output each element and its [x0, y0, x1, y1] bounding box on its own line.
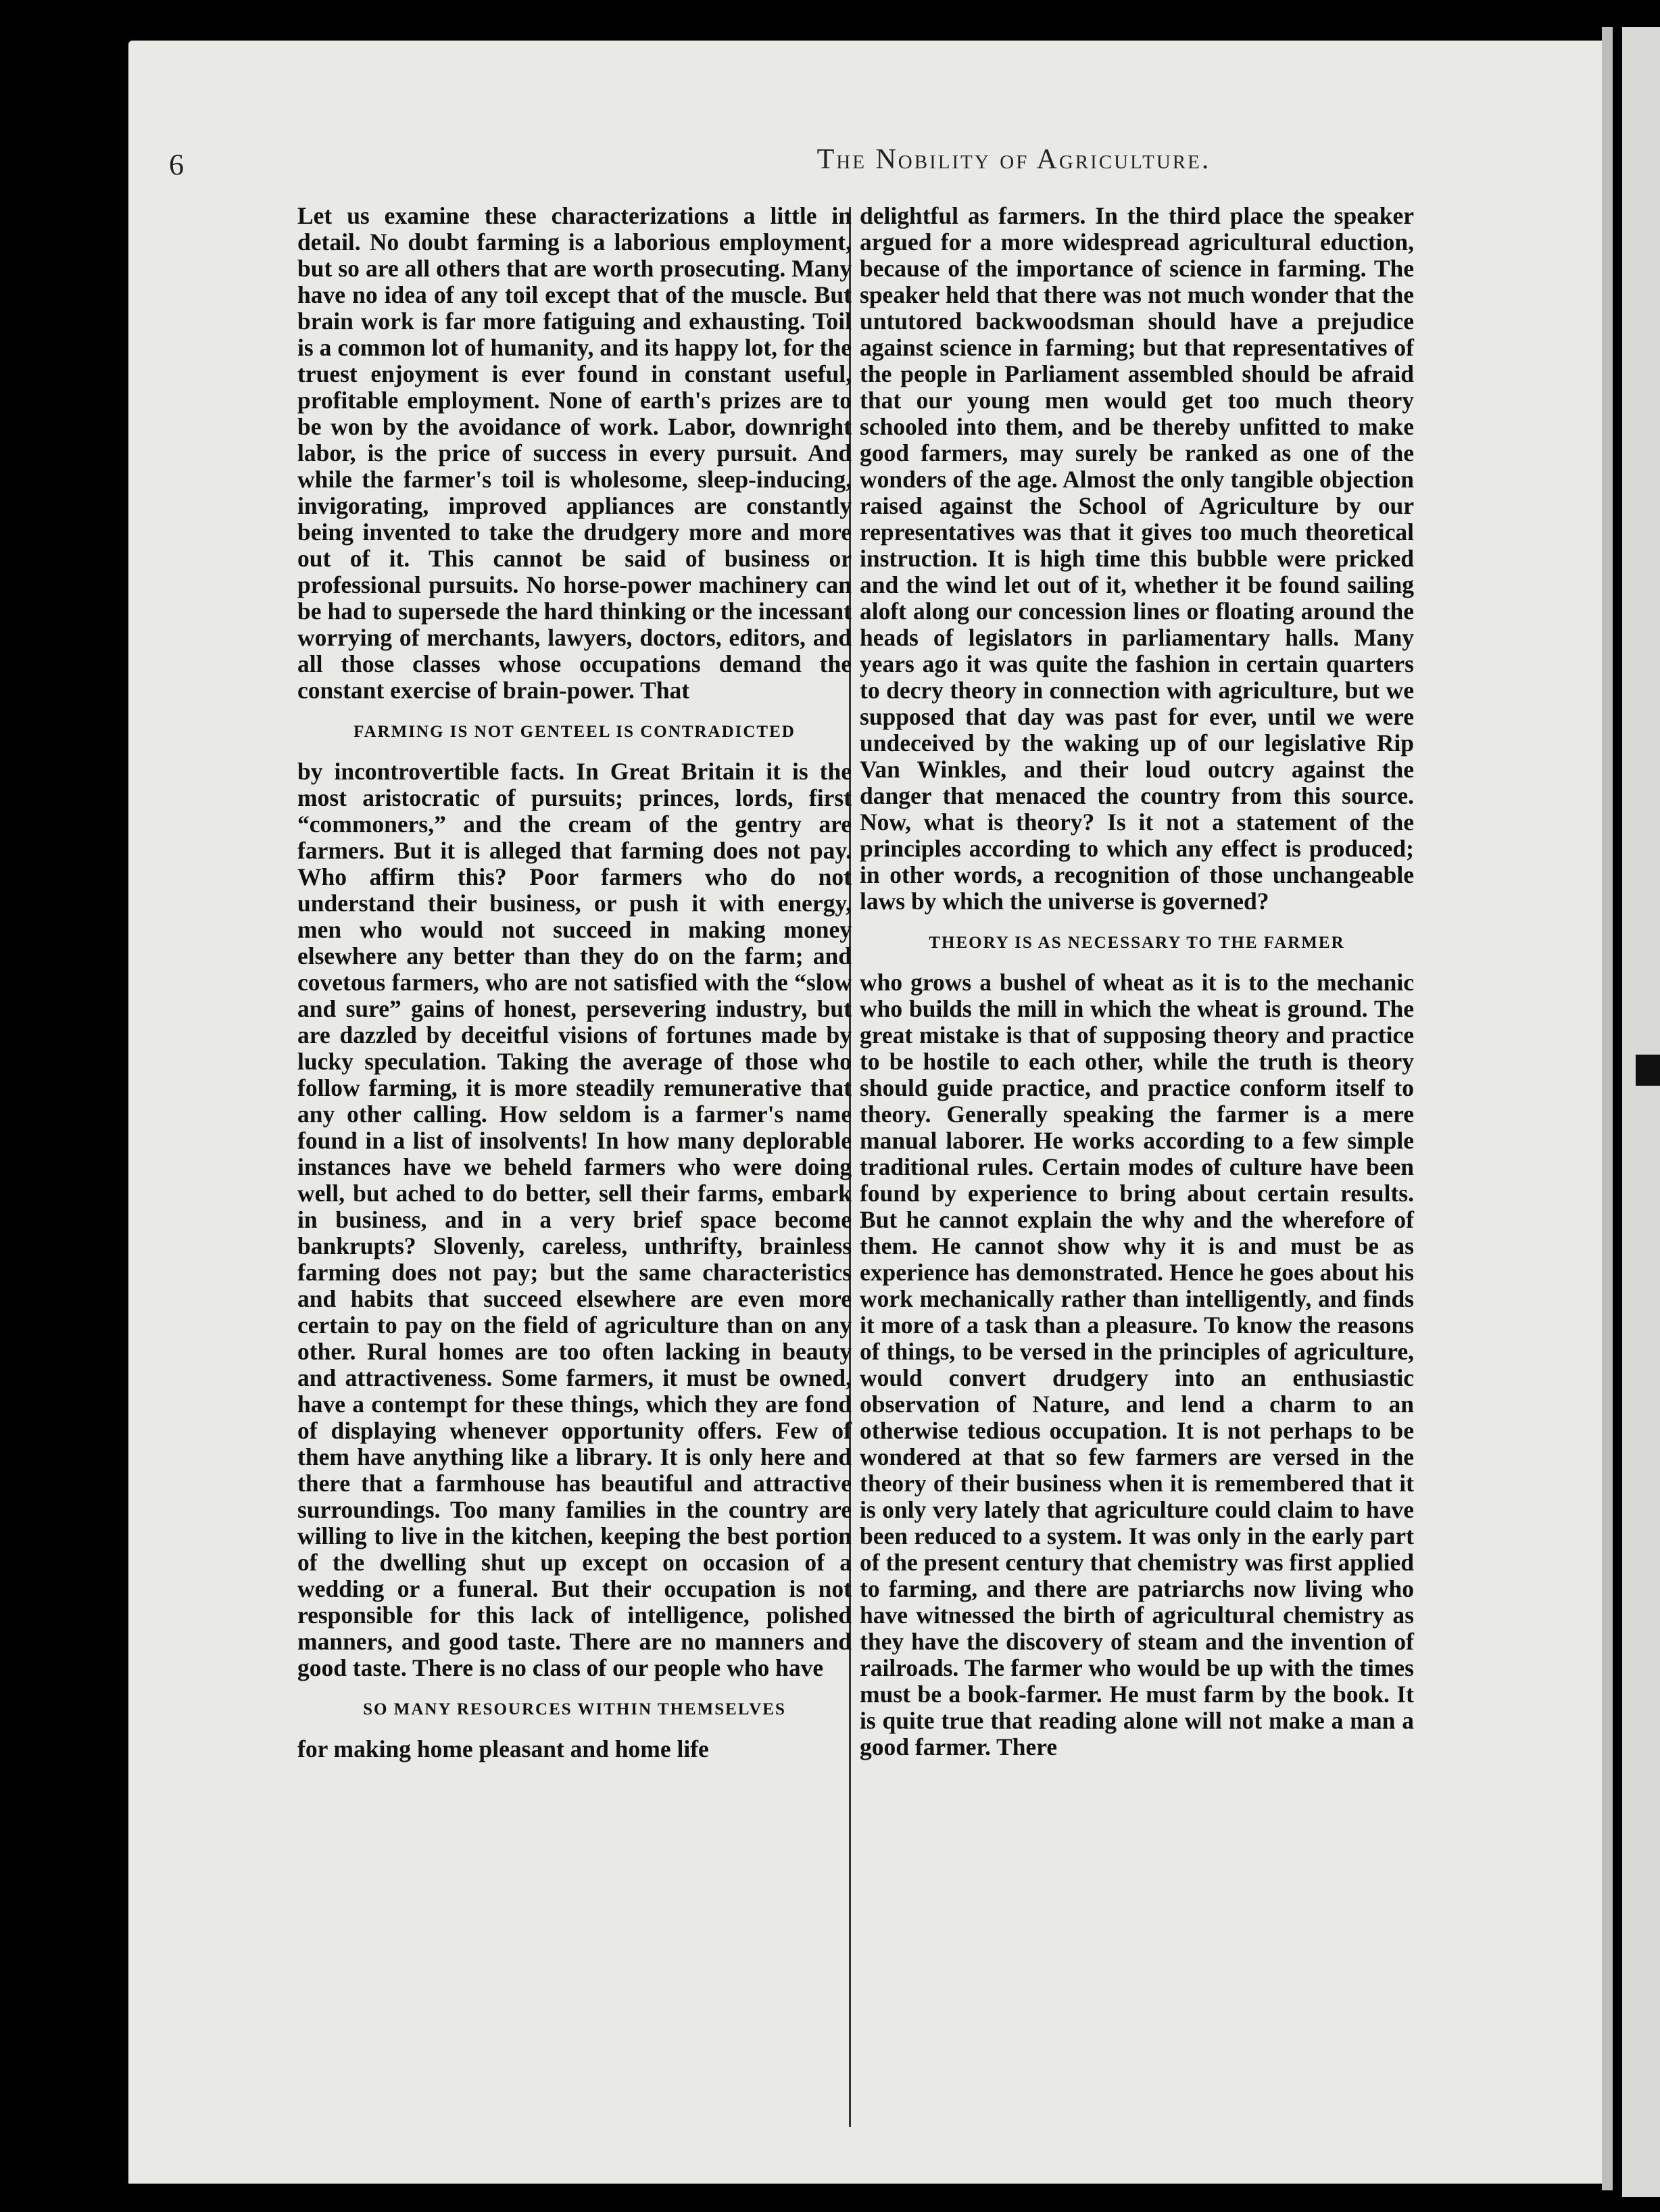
left-paragraph-1: Let us examine these characterizations a little in detail. No doubt farming is a laborious employment, but so are all others that are worth prosecuting. Many have no idea of any toil except that of the muscle. But brain work is far more fatiguing and exhausting. Toil is a common lot of humanity, and its happy lot, for the truest enjoyment is ever found in constant useful, profitable employment. None of earth's prizes are to be won by the avoidance of work. Labor, downright labor, is the price of success in every pursuit. And while the farmer's toil is wholesome, sleep-inducing, invigorating, improved appliances are constantly being invented to take the drudgery more and more out of it. This cannot be said of business or professional pursuits. No horse-power machinery can be had to supersede the hard thinking or the incessant worrying of merchants, lawyers, doctors, editors, and all those classes whose occupations demand the constant exercise of brain-power. That [297, 202, 852, 704]
left-paragraph-2: by incontrovertible facts. In Great Britain it is the most aristocratic of pursuits; princes, lords, first “commoners,” and the cream of the gentry are farmers. But it is alleged that farming does not pay. Who affirm this? Poor farmers who do not understand their business, or push it with energy, men who would not succeed in making money elsewhere any better than they do on the farm; and covetous farmers, who are not satisfied with the “slow and sure” gains of honest, persevering industry, but are dazzled by deceitful visions of fortunes made by lucky speculation. Taking the average of those who follow farming, it is more steadily remunerative that any other calling. How seldom is a farmer's name found in a list of insolvents! In how many deplorable instances have we beheld farmers who were doing well, but ached to do better, sell their farms, embark in business, and in a very brief space become bankrupts? Slovenly, careless, unthrifty, brainless farming does not pay; but the same characteristics and habits that succeed elsewhere are even more certain to pay on the field of agriculture than on any other. Rural homes are too often lacking in beauty and attractiveness. Some farmers, it must be owned, have a contempt for these things, which they are fond of displaying whenever opportunity offers. Few of them have anything like a library. It is only here and there that a farmhouse has beautiful and attractive surroundings. Too many families in the country are willing to live in the kitchen, keeping the best portion of the dwelling shut up except on occasion of a wedding or a funeral. But their occupation is not responsible for this lack of intelligence, polished manners, and good taste. There are no manners and good taste. There is no class of our people who have [297, 758, 852, 1681]
right-paragraph-2: who grows a bushel of wheat as it is to the mechanic who builds the mill in which the wheat is ground. The great mistake is that of supposing theory and practice to be hostile to each other, while the truth is theory should guide practice, and practice conform itself to theory. Generally speaking the farmer is a mere manual laborer. He works according to a few simple traditional rules. Certain modes of culture have been found by experience to bring about certain results. But he cannot explain the why and the wherefore of them. He cannot show why it is and must be as experience has demonstrated. Hence he goes about his work mechanically rather than intelligently, and finds it more of a task than a pleasure. To know the reasons of things, to be versed in the principles of agriculture, would convert drudgery into an enthusiastic observation of Nature, and lend a charm to an otherwise tedious occupation. It is not perhaps to be wondered at that so few farmers are versed in the theory of their business when it is remembered that it is only very lately that agriculture could claim to have been reduced to a system. It was only in the early part of the present century that chemistry was first applied to farming, and there are patriarchs now living who have witnessed the birth of agricultural chemistry as they have the discovery of steam and the invention of railroads. The farmer who would be up with the times must be a book-farmer. He must farm by the book. It is quite true that reading alone will not make a man a good farmer. There [860, 969, 1414, 1760]
running-title: The Nobility of Agriculture. [816, 144, 1211, 175]
left-paragraph-3: for making home pleasant and home life [297, 1735, 709, 1762]
right-column [860, 203, 1414, 1760]
right-subheading-1: THEORY IS AS NECESSARY TO THE FARMER [929, 934, 1345, 952]
facing-page-mark [1636, 1055, 1660, 1086]
left-subheading-2: SO MANY RESOURCES WITHIN THEMSELVES [363, 1700, 786, 1718]
facing-page-edge [1622, 27, 1660, 2197]
left-column [297, 203, 852, 1762]
right-paragraph-1: delightful as farmers. In the third place the speaker argued for a more widespread agricultural eduction, because of the importance of science in farming. The speaker held that there was not much wonder that the untutored backwoodsman should have a prejudice against science in farming; but that representatives of the people in Parliament assembled should be afraid that our young men would get too much theory schooled into them, and be thereby unfitted to make good farmers, may surely be ranked as one of the wonders of the age. Almost the only tangible objection raised against the School of Agriculture by our representatives was that it gives too much theoretical instruction. It is high time this bubble were pricked and the wind let out of it, whether it be found sailing aloft along our concession lines or floating around the heads of legislators in parliamentary halls. Many years ago it was quite the fashion in certain quarters to decry theory in connection with agriculture, but we supposed that day was past for ever, until we were undeceived by the waking up of our legislative Rip Van Winkles, and their loud outcry against the danger that menaced the country from this source. Now, what is theory? Is it not a statement of the principles according to which any effect is produced; in other words, a recognition of those unchangeable laws by which the universe is governed? [860, 202, 1414, 915]
book-spine [1602, 27, 1613, 2190]
left-subheading-1: FARMING IS NOT GENTEEL IS CONTRADICTED [353, 723, 796, 741]
page-number: 6 [169, 148, 184, 181]
